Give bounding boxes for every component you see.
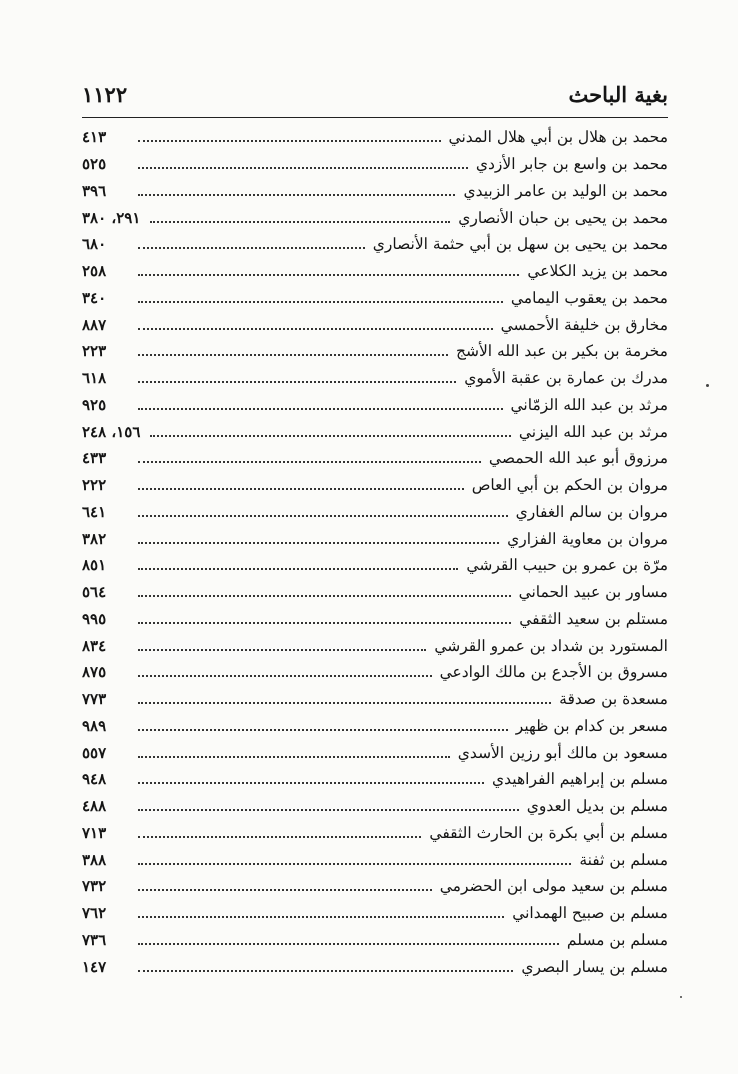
entry-page-numbers: ٥٢٥: [82, 155, 107, 174]
index-entry: [82, 204, 668, 231]
index-entry: [82, 472, 668, 499]
index-entry: [82, 659, 668, 686]
entry-page-numbers: ٧٣٢: [82, 877, 107, 896]
entry-name: محمد بن الوليد بن عامر الزبيدي: [463, 181, 668, 200]
dot-leader: [138, 675, 432, 677]
dot-leader: [138, 756, 450, 758]
entry-name: مخرمة بن بكير بن عبد الله الأشج: [455, 342, 668, 361]
entry-name: مسلم بن ثفنة: [579, 850, 668, 869]
entry-name: مرثد بن عبد الله الزمّاني: [510, 395, 668, 414]
entry-page-numbers: ٣٩٦: [82, 181, 107, 200]
index-entry: [82, 632, 668, 659]
entry-page-numbers: ٢٩١، ٣٨٠: [82, 208, 141, 227]
entry-name: مسلم بن سعيد مولى ابن الحضرمي: [439, 877, 668, 896]
entry-page-numbers: ٧٧٣: [82, 690, 107, 709]
index-entry: [82, 686, 668, 713]
entry-page-numbers: ٧١٣: [82, 823, 107, 842]
entry-page-numbers: ٨٧٥: [82, 663, 107, 682]
page-number: ١١٢٢: [82, 82, 128, 107]
dot-leader: [138, 622, 511, 624]
dot-leader: [138, 916, 504, 918]
entry-name: مسروق بن الأجدع بن مالك الوادعي: [439, 663, 668, 682]
dot-leader: [138, 568, 458, 570]
dot-leader: [138, 515, 508, 517]
entry-page-numbers: ٧٦٢: [82, 904, 107, 923]
entry-page-numbers: ٦٨٠: [82, 235, 107, 254]
entry-page-numbers: ٩٤٨: [82, 770, 107, 789]
dot-leader: [138, 488, 464, 490]
entry-name: مرثد بن عبد الله اليزني: [518, 422, 668, 441]
dot-leader: [138, 649, 426, 651]
entry-name: مدرك بن عمارة بن عقبة الأموي: [464, 369, 668, 388]
entry-name: مروان بن الحكم بن أبي العاص: [471, 476, 668, 495]
entry-page-numbers: ٤٣٣: [82, 449, 107, 468]
index-entry: [82, 846, 668, 873]
dot-leader: [138, 729, 508, 731]
entry-name: مسلم بن مسلم: [566, 930, 668, 949]
dot-leader: [138, 863, 571, 865]
entry-name: محمد بن هلال بن أبي هلال المدني: [448, 128, 668, 147]
index-entry: [82, 873, 668, 900]
page-header: [82, 80, 668, 110]
entry-page-numbers: ٥٦٤: [82, 583, 107, 602]
index-entry: [82, 499, 668, 526]
index-entry: [82, 178, 668, 205]
dot-leader: [138, 595, 511, 597]
dot-leader: [138, 140, 441, 142]
entry-name: محمد بن يحيى بن حبان الأنصاري: [458, 208, 668, 227]
index-entry: [82, 739, 668, 766]
index-entry: [82, 258, 668, 285]
entry-page-numbers: ٢٢٣: [82, 342, 107, 361]
entry-name: مسلم بن صبيح الهمداني: [512, 904, 668, 923]
entry-page-numbers: ٩٨٩: [82, 716, 107, 735]
dot-leader: [138, 194, 455, 196]
running-title: بغية الباحث: [568, 82, 668, 107]
entry-name: مسلم بن بديل العدوي: [526, 797, 668, 816]
entry-name: مسلم بن إبراهيم الفراهيدي: [492, 770, 668, 789]
scan-speck: [706, 384, 709, 387]
entry-page-numbers: ٨٨٧: [82, 315, 107, 334]
header-rule: [82, 117, 668, 118]
dot-leader: [138, 782, 484, 784]
dot-leader: [138, 943, 559, 945]
entry-name: مروان بن معاوية الفزاري: [507, 529, 668, 548]
entry-page-numbers: ٤١٣: [82, 128, 107, 147]
dot-leader: [138, 970, 513, 972]
index-list: [82, 124, 668, 980]
entry-name: محمد بن يزيد الكلاعي: [527, 262, 668, 281]
index-entry: [82, 927, 668, 954]
dot-leader: [150, 435, 510, 437]
dot-leader: [138, 167, 468, 169]
index-entry: [82, 713, 668, 740]
entry-name: مسلم بن أبي بكرة بن الحارث الثقفي: [429, 823, 668, 842]
entry-page-numbers: ١٥٦، ٢٤٨: [82, 422, 141, 441]
entry-page-numbers: ٤٨٨: [82, 797, 107, 816]
entry-name: مسعدة بن صدقة: [559, 690, 668, 709]
index-entry: [82, 311, 668, 338]
entry-page-numbers: ٨٥١: [82, 556, 107, 575]
entry-page-numbers: ٣٨٢: [82, 529, 107, 548]
entry-name: محمد بن واسع بن جابر الأزدي: [475, 155, 668, 174]
entry-name: مسعر بن كدام بن ظهير: [515, 716, 668, 735]
index-entry: [82, 525, 668, 552]
dot-leader: [138, 328, 493, 330]
entry-name: مستلم بن سعيد الثقفي: [519, 609, 668, 628]
index-entry: [82, 124, 668, 151]
entry-page-numbers: ٦٤١: [82, 502, 107, 521]
dot-leader: [138, 461, 481, 463]
entry-name: محمد بن يحيى بن سهل بن أبي حثمة الأنصاري: [372, 235, 668, 254]
entry-page-numbers: ٥٥٧: [82, 743, 107, 762]
entry-page-numbers: ٣٤٠: [82, 288, 107, 307]
index-entry: [82, 338, 668, 365]
entry-name: مسلم بن يسار البصري: [521, 957, 668, 976]
entry-page-numbers: ٨٣٤: [82, 636, 107, 655]
index-entry: [82, 766, 668, 793]
dot-leader: [150, 221, 450, 223]
index-entry: [82, 418, 668, 445]
dot-leader: [138, 809, 519, 811]
dot-leader: [138, 274, 519, 276]
entry-page-numbers: ٢٥٨: [82, 262, 107, 281]
index-entry: [82, 365, 668, 392]
index-entry: [82, 231, 668, 258]
entry-name: مروان بن سالم الغفاري: [515, 502, 668, 521]
scan-speck: [680, 996, 682, 998]
dot-leader: [138, 702, 551, 704]
entry-name: مرّة بن عمرو بن حبيب القرشي: [466, 556, 668, 575]
index-entry: [82, 579, 668, 606]
dot-leader: [138, 381, 456, 383]
entry-name: المستورد بن شداد بن عمرو القرشي: [434, 636, 668, 655]
entry-name: مساور بن عبيد الحماني: [518, 583, 668, 602]
index-entry: [82, 953, 668, 980]
entry-page-numbers: ٢٢٢: [82, 476, 107, 495]
index-entry: [82, 793, 668, 820]
index-entry: [82, 285, 668, 312]
entry-name: مخارق بن خليفة الأحمسي: [500, 315, 668, 334]
entry-page-numbers: ٧٣٦: [82, 930, 107, 949]
entry-name: محمد بن يعقوب اليمامي: [510, 288, 668, 307]
entry-page-numbers: ٣٨٨: [82, 850, 107, 869]
index-entry: [82, 606, 668, 633]
dot-leader: [138, 301, 503, 303]
entry-page-numbers: ٦١٨: [82, 369, 107, 388]
dot-leader: [138, 247, 365, 249]
entry-page-numbers: ١٤٧: [82, 957, 107, 976]
index-entry: [82, 445, 668, 472]
entry-page-numbers: ٩٢٥: [82, 395, 107, 414]
dot-leader: [138, 889, 432, 891]
dot-leader: [138, 836, 421, 838]
entry-name: مسعود بن مالك أبو رزين الأسدي: [457, 743, 668, 762]
index-entry: [82, 151, 668, 178]
entry-name: مرزوق أبو عبد الله الحمصي: [488, 449, 668, 468]
index-entry: [82, 392, 668, 419]
index-entry: [82, 820, 668, 847]
entry-page-numbers: ٩٩٥: [82, 609, 107, 628]
index-entry: [82, 900, 668, 927]
dot-leader: [138, 542, 499, 544]
dot-leader: [138, 354, 448, 356]
index-entry: [82, 552, 668, 579]
dot-leader: [138, 408, 503, 410]
